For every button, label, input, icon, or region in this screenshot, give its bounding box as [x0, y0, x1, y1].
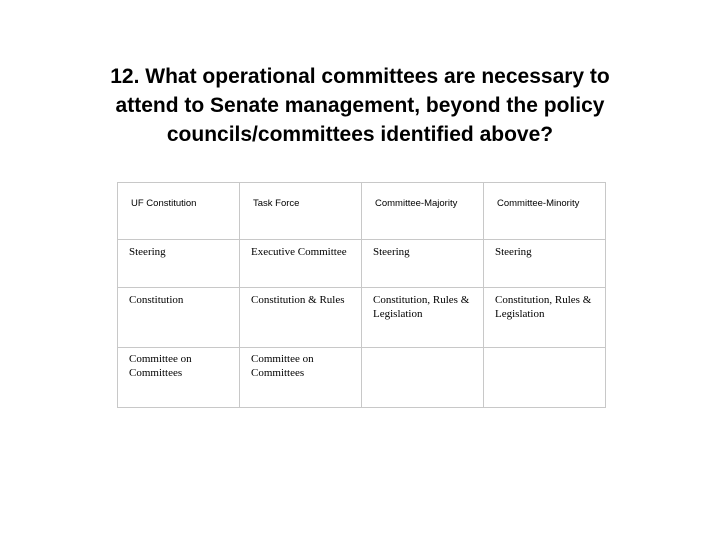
title-line: attend to Senate management, beyond the policy [115, 94, 605, 117]
table-header-row [118, 183, 606, 240]
table-row [118, 240, 606, 288]
table-cell: Executive Committee [240, 240, 362, 288]
table-cell: Constitution & Rules [240, 288, 362, 348]
title-line: councils/committees identified above? [166, 123, 554, 146]
column-header-committee-minority: Committee-Minority [484, 183, 606, 240]
committee-table [117, 182, 606, 408]
title-line: 12. What operational committees are necessary to [110, 65, 610, 88]
page-title [40, 62, 680, 149]
table-cell [484, 348, 606, 408]
table-cell: Committee on Committees [240, 348, 362, 408]
table-cell: Constitution, Rules & Legislation [484, 288, 606, 348]
table-cell: Committee on Committees [118, 348, 240, 408]
column-header-committee-majority: Committee-Majority [362, 183, 484, 240]
column-header-uf-constitution: UF Constitution [118, 183, 240, 240]
table-cell: Constitution [118, 288, 240, 348]
table-cell: Steering [484, 240, 606, 288]
column-header-task-force: Task Force [240, 183, 362, 240]
table-row [118, 288, 606, 348]
table-row [118, 348, 606, 408]
table-cell: Constitution, Rules & Legislation [362, 288, 484, 348]
table-cell [362, 348, 484, 408]
table-cell: Steering [362, 240, 484, 288]
table-cell: Steering [118, 240, 240, 288]
